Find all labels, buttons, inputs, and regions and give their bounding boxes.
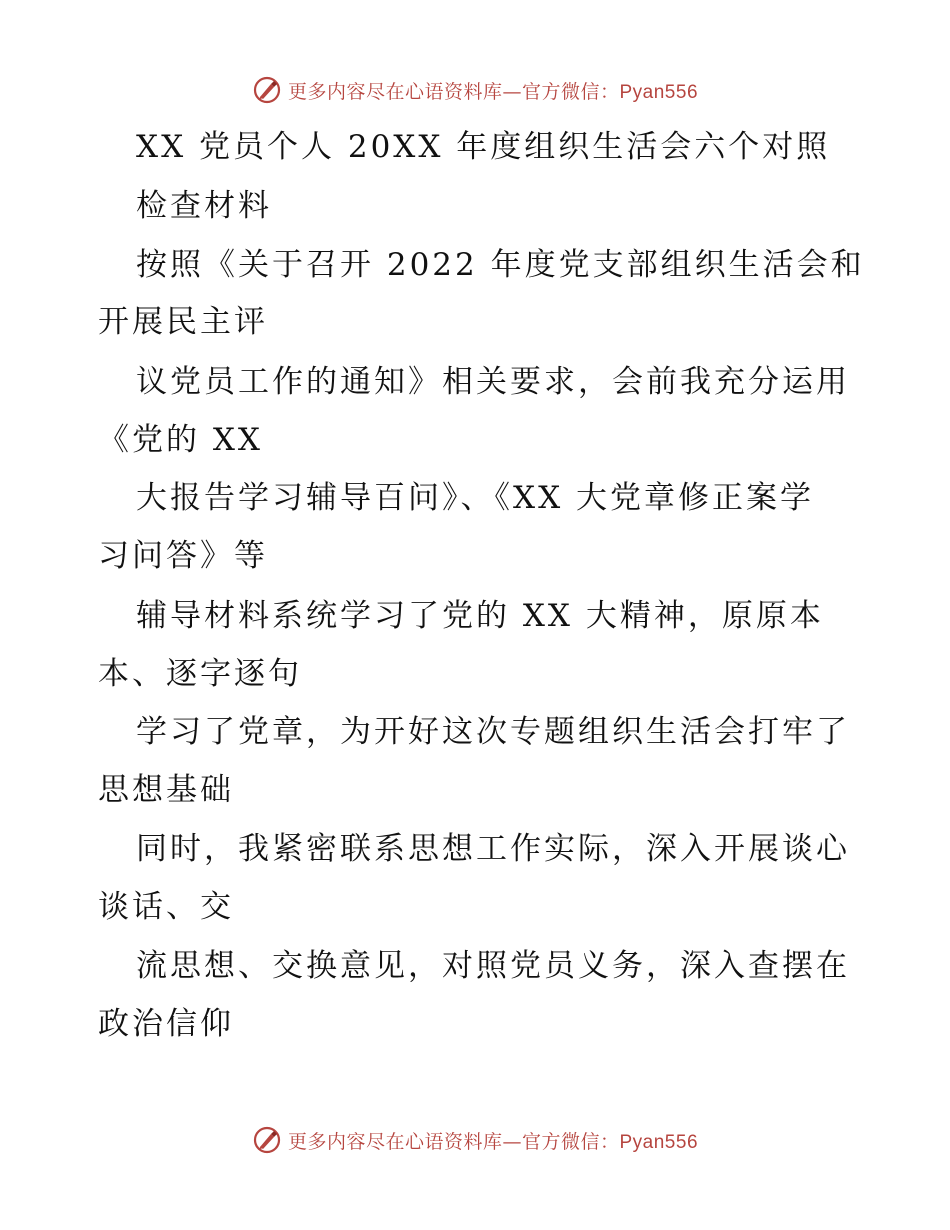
banner-separator: — [502, 1130, 522, 1153]
text-line: 检查材料 [136, 188, 272, 224]
text-line: 习问答》等 [98, 538, 268, 574]
text-line: 本、逐字逐句 [98, 656, 302, 692]
header-banner [0, 70, 950, 110]
banner-title: 更多内容尽在心语资料库 [287, 1130, 503, 1153]
text-line: 辅导材料系统学习了党的 XX 大精神，原原本 [136, 598, 824, 634]
text-line: XX 党员个人 20XX 年度组织生活会六个对照 [136, 129, 831, 165]
text-line: 《党的 XX [98, 422, 263, 458]
text-line: 学习了党章，为开好这次专题组织生活会打牢了 [136, 714, 850, 750]
text-line: 思想基础 [98, 772, 234, 808]
text-line: 议党员工作的通知》相关要求，会前我充分运用 [136, 364, 850, 400]
banner-text [288, 1127, 698, 1154]
banner-contact: 官方微信：Pyan556 [522, 1131, 699, 1153]
text-line: 谈话、交 [98, 889, 234, 925]
banner-contact: 官方微信：Pyan556 [522, 81, 699, 103]
pen-logo-icon [252, 75, 282, 105]
banner-separator: — [502, 80, 522, 103]
pen-logo-icon [252, 1125, 282, 1155]
text-line: 大报告学习辅导百问》、《XX 大党章修正案学 [136, 480, 814, 516]
banner-text [288, 77, 698, 104]
text-line: 按照《关于召开 2022 年度党支部组织生活会和 [136, 247, 865, 283]
text-line: 同时，我紧密联系思想工作实际，深入开展谈心 [136, 831, 850, 867]
text-line: 开展民主评 [98, 304, 268, 340]
banner-title: 更多内容尽在心语资料库 [287, 80, 503, 103]
text-line: 政治信仰 [98, 1006, 234, 1042]
text-line: 流思想、交换意见，对照党员义务，深入查摆在 [136, 948, 850, 984]
footer-banner [0, 1120, 950, 1160]
